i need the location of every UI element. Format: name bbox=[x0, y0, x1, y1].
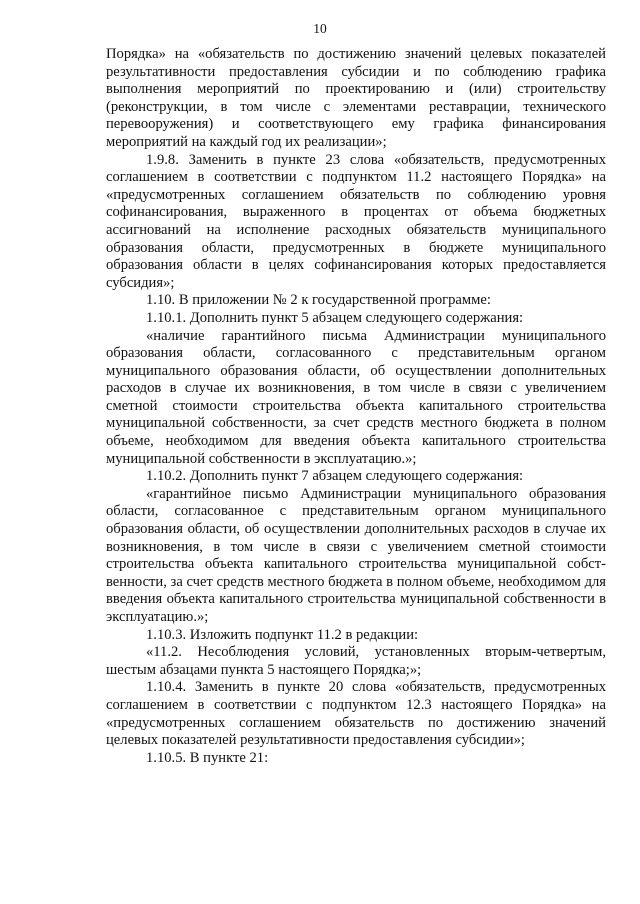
paragraph-1-10-1: 1.10.1. Дополнить пункт 5 абзацем следующего содержания: bbox=[146, 309, 524, 326]
paragraph-1-10-2: 1.10.2. Дополнить пункт 7 абзацем следующего содержания: bbox=[146, 468, 524, 485]
document-body bbox=[106, 46, 606, 767]
page-number: 10 bbox=[313, 21, 327, 36]
paragraph-1-10-5: 1.10.5. В пункте 21: bbox=[146, 749, 269, 766]
paragraph-1-10-3: 1.10.3. Изложить подпункт 11.2 в редакции: bbox=[146, 626, 419, 643]
paragraph-1-10-4: 1.10.4. Заменить в пункте 20 слова «обязательств, предусмотренных соглашением в соответствии с подпунктом 12.3 настоящего Порядка» на «предусмотренных соглашением обязательств по достижению значений целевых показателей результативности предоставления субсидии»; bbox=[106, 679, 606, 749]
paragraph-continuation: Порядка» на «обязательств по достижению значений целевых показателей результативности предоставления субсидии и по соблюдению графика выполнения мероприятий по проектированию и (или) строительству (реконструкции, в том числе с элементами реставрации, технического перевооружения) и соответствующего ему графика финансирования мероприятий на каждый год их реализации»; bbox=[106, 46, 606, 150]
paragraph-quote-11-2: «11.2. Несоблюдения условий, установленных вторым-четвертым, шестым абзацами пункта 5 настоящего Порядка;»; bbox=[106, 644, 606, 678]
paragraph-1-9-8: 1.9.8. Заменить в пункте 23 слова «обязательств, предусмотренных соглашением в соответствии с подпунктом 11.2 настоящего Порядка» на «предусмотренных соглашением обязательств по соблюдению уровня софинансирования, выраженного в процентах от объема бюджетных ассигнований на исполнение расходных обязательств муниципального образования области, предусмотренных в бюджете муниципального образования области в целях софинансирования которых предоставляется субсидия»; bbox=[106, 151, 606, 291]
paragraph-1-10: 1.10. В приложении № 2 к государственной программе: bbox=[146, 292, 491, 309]
paragraph-quote-guarantee-letter-presence: «наличие гарантийного письма Администрации муниципального образования области, согласованного с представительным органом муниципального образования области, об осуществлении дополнительных расходов в случае их возникновения, в том числе в связи с увеличением сметной стоимости строительства объекта капитального строительства муниципальной собственности, за счет средств местного бюджета в полном объеме, необходимом для введения объекта капитального строительства муниципальной собственности в эксплуатацию.»; bbox=[106, 327, 606, 467]
paragraph-quote-guarantee-letter: «гарантийное письмо Администрации муниципального образования области, согласованное с представительным органом муниципального образования области, об осуществлении дополнительных расходов в случае их возникновения, в том числе в связи с увеличением сметной стоимости строительства объекта капитального строительства муниципальной собственности, за счет средств местного бюджета в полном объеме, необходимом для введения объекта капитального строительства муниципальной собственности в эксплуатацию.»; bbox=[106, 485, 606, 625]
